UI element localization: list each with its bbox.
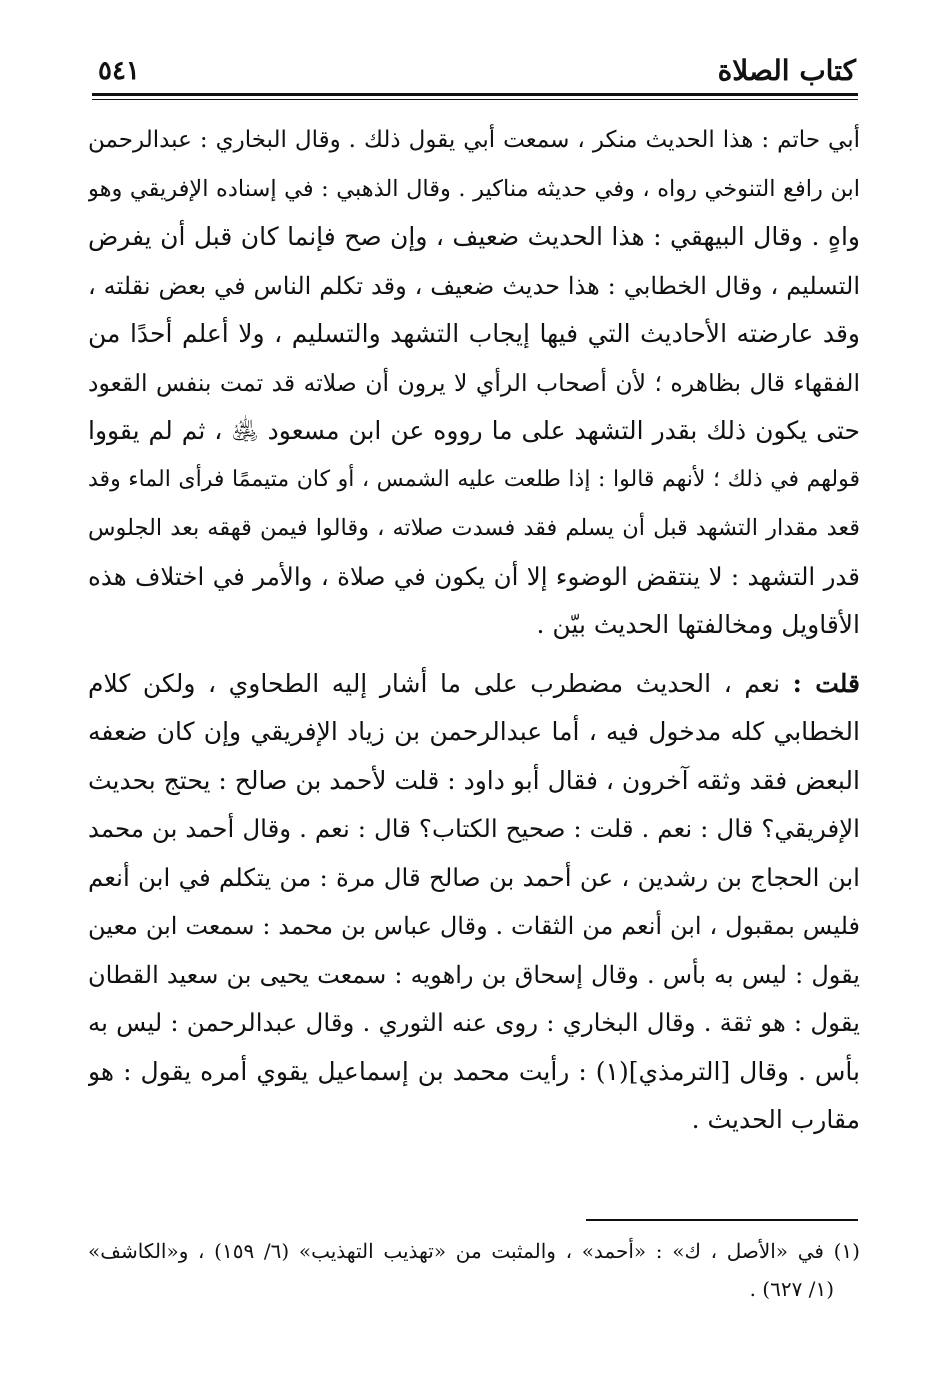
- text-line: الإفريقي؟ قال : نعم . قلت : صحيح الكتاب؟ قال : نعم . وقال أحمد بن محمد: [88, 814, 860, 843]
- footnote-rule: [586, 1219, 858, 1221]
- text-line-first: [88, 660, 860, 709]
- header-rule-thick: [92, 93, 858, 96]
- page-number: ٥٤١: [98, 56, 140, 86]
- text-line: فليس بمقبول ، ابن أنعم من الثقات . وقال عباس بن محمد : سمعت ابن معين: [88, 912, 860, 940]
- footnote-line: (١) في «الأصل ، ك» : «أحمد» ، والمثبت من «تهذيب التهذيب» (٦/ ١٥٩) ، و«الكاشف»: [88, 1239, 860, 1263]
- text-line: الخطابي كله مدخول فيه ، أما عبدالرحمن بن زياد الإفريقي وإن كان ضعفه: [88, 717, 860, 746]
- chapter-title: كتاب الصلاة: [717, 54, 856, 87]
- text-line: أبي حاتم : هذا الحديث منكر ، سمعت أبي يقول ذلك . وقال البخاري : عبدالرحمن: [88, 127, 860, 153]
- text-line: يقول : ليس به بأس . وقال إسحاق بن راهويه : سمعت يحيى بن سعيد القطان: [88, 960, 860, 989]
- paragraph-2: [88, 660, 860, 1145]
- text-line: واهٍ . وقال البيهقي : هذا الحديث ضعيف ، وإن صح فإنما كان قبل أن يفرض: [88, 222, 860, 251]
- text-line: ابن الحجاج بن رشدين ، عن أحمد بن صالح قال مرة : من يتكلم في ابن أنعم: [88, 862, 860, 892]
- paragraph-1: [88, 116, 860, 650]
- text-line: يقول : هو ثقة . وقال البخاري : روى عنه الثوري . وقال عبدالرحمن : ليس به: [88, 1008, 860, 1037]
- text-line: ابن رافع التنوخي رواه ، وفي حديثه مناكير . وقال الذهبي : في إسناده الإفريقي وهو: [88, 175, 860, 202]
- footnotes: [88, 1232, 860, 1308]
- header-rule-thin: [92, 99, 858, 100]
- text-line: البعض فقد وثقه آخرون ، فقال أبو داود : قلت لأحمد بن صالح : يحتج بحديث: [88, 765, 860, 795]
- text-line: وقد عارضته الأحاديث التي فيها إيجاب التشهد والتسليم ، ولا أعلم أحدًا من: [88, 319, 860, 348]
- paragraph-gap: [88, 650, 860, 660]
- text-line: قعد مقدار التشهد قبل أن يسلم فقد فسدت صلاته ، وقالوا فيمن قهقه بعد الجلوس: [88, 515, 860, 541]
- text-line: حتى يكون ذلك بقدر التشهد على ما رووه عن ابن مسعود ﵁ ، ثم لم يقووا: [88, 416, 860, 445]
- text-line: التسليم ، وقال الخطابي : هذا حديث ضعيف ، وقد تكلم الناس في بعض نقلته ،: [88, 271, 860, 300]
- footnote-line: (١/ ٦٢٧) .: [749, 1277, 834, 1301]
- text-line: قدر التشهد : لا ينتقض الوضوء إلا أن يكون في صلاة ، والأمر في اختلاف هذه: [88, 561, 860, 591]
- text-line: الأقاويل ومخالفتها الحديث بيّن .: [536, 610, 860, 639]
- running-header: [92, 44, 856, 92]
- text-line: الفقهاء قال بظاهره ؛ لأن أصحاب الرأي لا يرون أن صلاته قد تمت بنفس القعود: [88, 368, 860, 397]
- body-text: [88, 116, 860, 1145]
- text-line-rest: نعم ، الحديث مضطرب على ما أشار إليه الطحاوي ، ولكن كلام: [88, 668, 781, 698]
- lead-word: قلت :: [792, 668, 860, 698]
- text-line: مقارب الحديث .: [691, 1105, 860, 1134]
- text-line: قولهم في ذلك ؛ لأنهم قالوا : إذا طلعت عليه الشمس ، أو كان متيممًا فرأى الماء وقد: [88, 466, 860, 492]
- text-line: بأس . وقال [الترمذي](١) : رأيت محمد بن إسماعيل يقوي أمره يقول : هو: [88, 1056, 860, 1086]
